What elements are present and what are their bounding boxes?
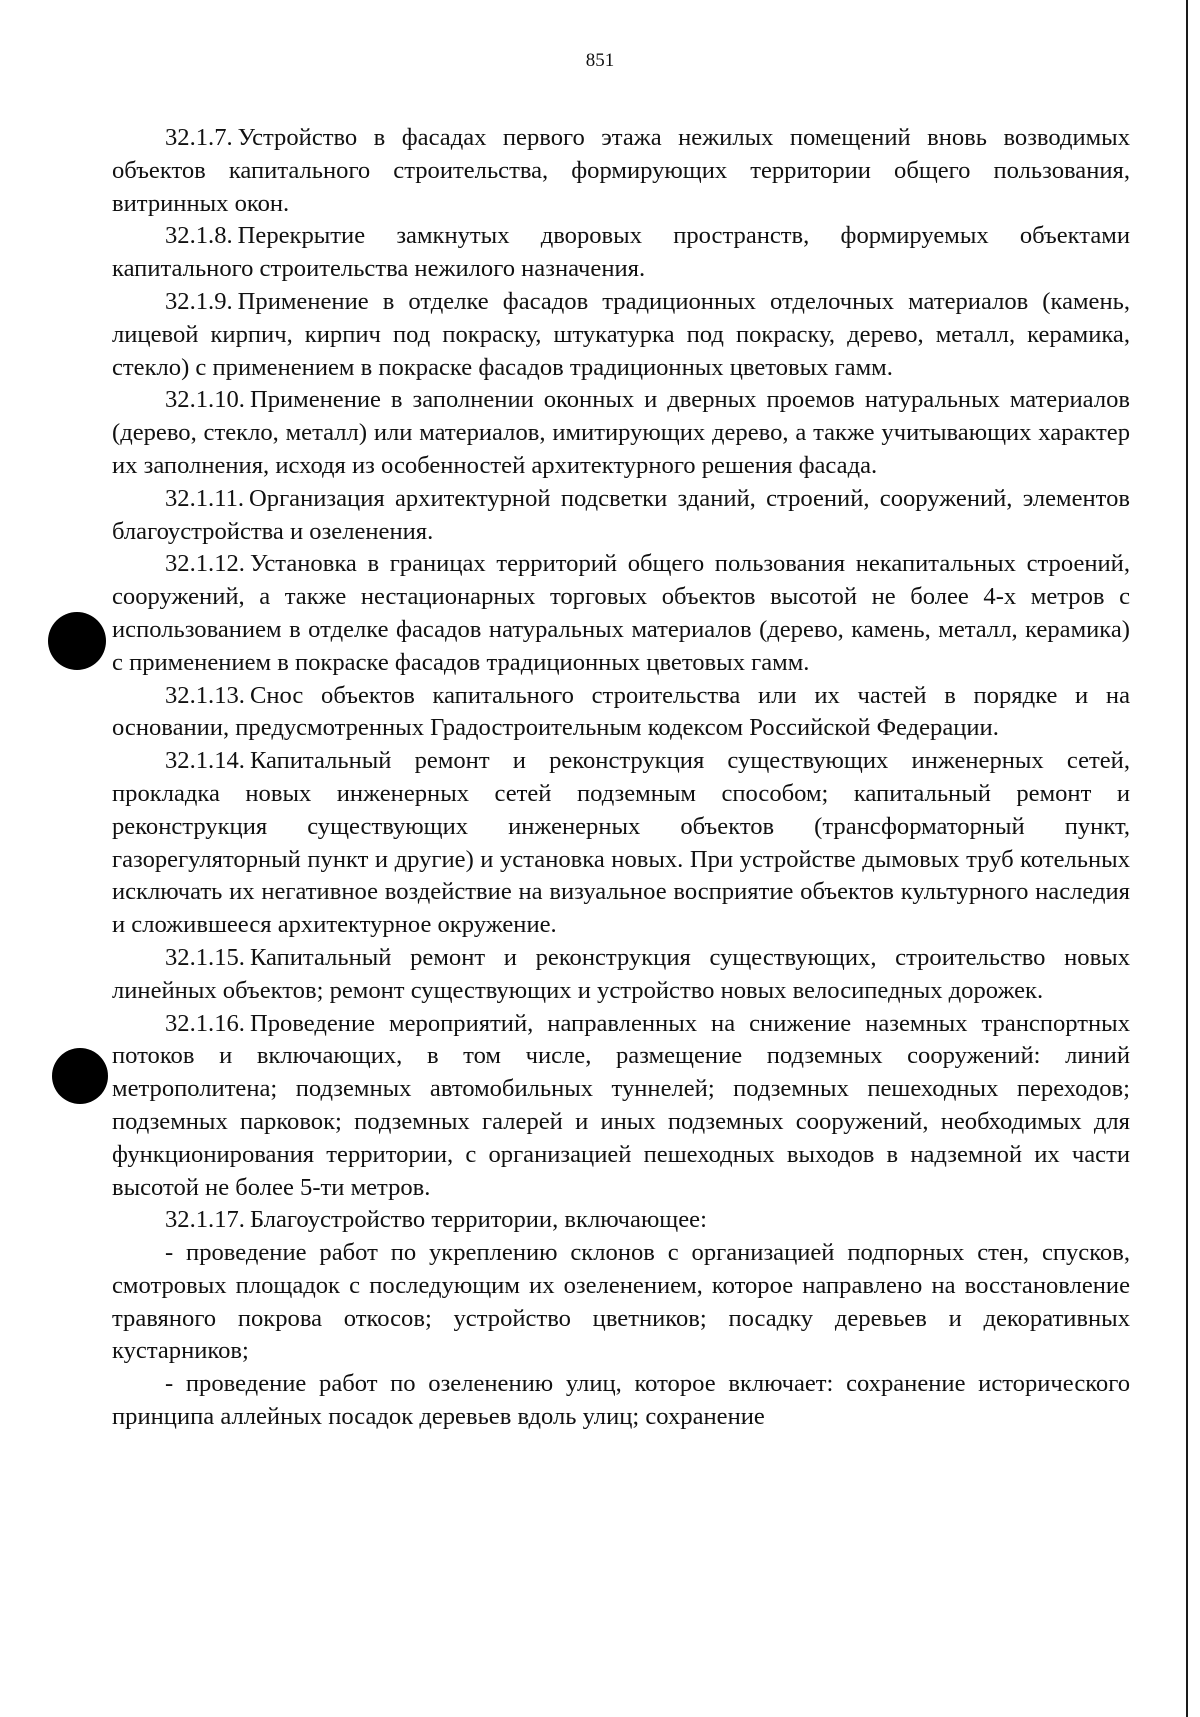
paragraph-32-1-9 [112, 286, 1130, 384]
document-body [112, 122, 1130, 1434]
paragraph-number: 32.1.13. [165, 681, 245, 709]
paragraph-number: 32.1.10. [165, 386, 245, 414]
paragraph-text: Капитальный ремонт и реконструкция существующих инженерных сетей, прокладка новых инженерных сетей подземным способом; капитальный ремонт и реконструкция существующих инженерных объектов (трансформаторный пункт, газорегуляторный пункт и другие) и установка новых. При устройстве дымовых труб котельных исключать их негативное воздействие на визуальное восприятие объектов культурного наследия и сложившееся архитектурное окружение. [112, 747, 1130, 939]
paragraph-number: 32.1.9. [165, 287, 233, 315]
punch-hole-mark [52, 1048, 108, 1104]
paragraph-text: Установка в границах территорий общего пользования некапитальных строений, сооружений, а также нестационарных торговых объектов высотой не более 4-х метров с использованием в отделке фасадов натуральных материалов (дерево, камень, металл, керамика) с применением в покраске фасадов традиционных цветовых гамм. [112, 550, 1130, 676]
paragraph-number: 32.1.16. [165, 1009, 245, 1037]
paragraph-number: 32.1.8. [165, 222, 233, 250]
paragraph-32-1-16 [112, 1008, 1130, 1205]
paragraph-text: Применение в отделке фасадов традиционных отделочных материалов (камень, лицевой кирпич, кирпич под покраску, штукатурка под покраску, дерево, металл, керамика, стекло) с применением в покраске фасадов традиционных цветовых гамм. [112, 287, 1130, 381]
scan-edge [1186, 0, 1188, 1717]
paragraph-text: - проведение работ по озеленению улиц, которое включает: сохранение исторического принципа аллейных посадок деревьев вдоль улиц; сохранение [112, 1370, 1130, 1431]
paragraph-text: - проведение работ по укреплению склонов с организацией подпорных стен, спусков, смотровых площадок с последующим их озеленением, которое направлено на восстановление травяного покрова откосов; устройство цветников; посадку деревьев и декоративных кустарников; [112, 1239, 1130, 1365]
paragraph-32-1-11 [112, 483, 1130, 549]
paragraph-32-1-8 [112, 220, 1130, 286]
paragraph-number: 32.1.15. [165, 943, 245, 971]
page-number: 851 [585, 50, 615, 71]
paragraph-32-1-7 [112, 122, 1130, 220]
paragraph-text: Снос объектов капитального строительства или их частей в порядке и на основании, предусмотренных Градостроительным кодексом Российской Федерации. [112, 681, 1130, 742]
paragraph-text: Капитальный ремонт и реконструкция существующих, строительство новых линейных объектов; ремонт существующих и устройство новых велосипедных дорожек. [112, 943, 1130, 1004]
punch-hole-mark [48, 612, 106, 670]
paragraph-text: Применение в заполнении оконных и дверных проемов натуральных материалов (дерево, стекло, металл) или материалов, имитирующих дерево, а также учитывающих характер их заполнения, исходя из особенностей архитектурного решения фасада. [112, 386, 1130, 479]
paragraph-text: Устройство в фасадах первого этажа нежилых помещений вновь возводимых объектов капитального строительства, формирующих территории общего пользования, витринных окон. [112, 124, 1130, 217]
paragraph-text: Благоустройство территории, включающее: [249, 1206, 707, 1234]
paragraph-text: Организация архитектурной подсветки зданий, строений, сооружений, элементов благоустройства и озеленения. [112, 484, 1130, 545]
paragraph-32-1-13 [112, 680, 1130, 746]
list-item-slopes [112, 1237, 1130, 1368]
paragraph-number: 32.1.17. [165, 1206, 245, 1234]
paragraph-32-1-17 [112, 1204, 1130, 1237]
paragraph-number: 32.1.14. [165, 747, 245, 775]
paragraph-number: 32.1.11. [165, 484, 245, 512]
paragraph-32-1-15 [112, 942, 1130, 1008]
paragraph-32-1-14 [112, 745, 1130, 942]
paragraph-text: Перекрытие замкнутых дворовых пространств, формируемых объектами капитального строительства нежилого назначения. [112, 222, 1130, 283]
paragraph-number: 32.1.12. [165, 550, 245, 578]
list-item-streets [112, 1368, 1130, 1434]
paragraph-32-1-12 [112, 548, 1130, 679]
paragraph-number: 32.1.7. [165, 124, 233, 151]
paragraph-text: Проведение мероприятий, направленных на снижение наземных транспортных потоков и включающих, в том числе, размещение подземных сооружений: линий метрополитена; подземных автомобильных туннелей; подземных пешеходных переходов; подземных парковок; подземных галерей и иных подземных сооружений, необходимых для функционирования территории, с организацией пешеходных выходов в надземной их части высотой не более 5-ти метров. [112, 1009, 1130, 1201]
paragraph-32-1-10 [112, 384, 1130, 482]
